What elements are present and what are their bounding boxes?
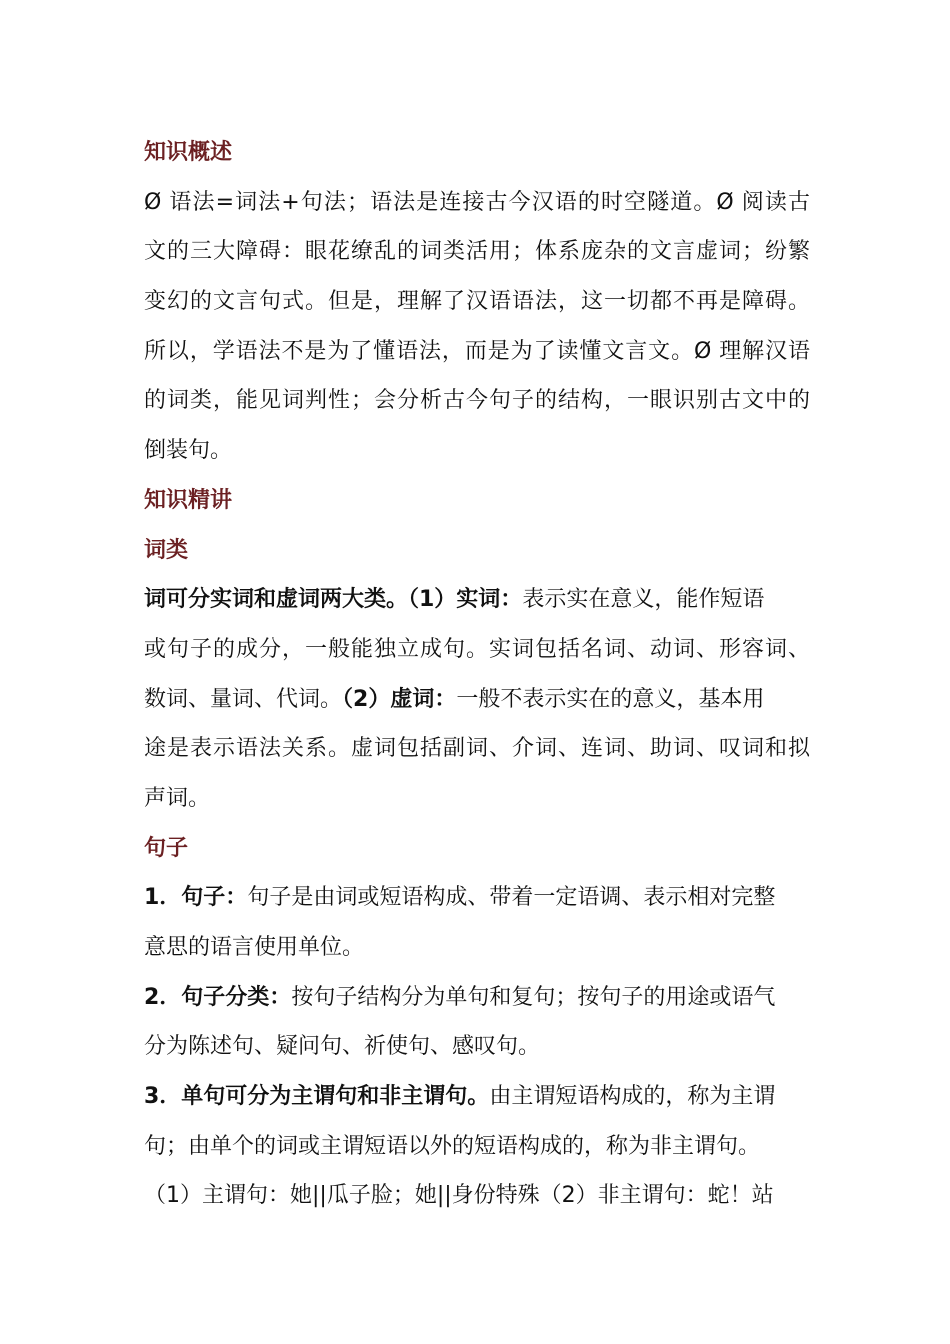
- sentence-item-1-cont: 意思的语言使用单位。: [144, 935, 365, 960]
- sentence-item-3: [144, 1072, 810, 1122]
- overview-line: Ø 语法=词法+句法；语法是连接古今汉语的时空隧道。Ø 阅读古: [144, 189, 810, 215]
- sentence-text: 句子是由词或短语构成、带着一定语调、表示相对完整: [247, 885, 776, 911]
- sentence-example: （1）主谓句：她||瓜子脸；她||身份特殊（2）非主谓句：蛇！站: [144, 1183, 774, 1209]
- wordclass-text: 表示实在意义，能作短语: [522, 587, 765, 613]
- sentence-item-1: [144, 873, 810, 923]
- wordclass-line-3: [144, 675, 810, 725]
- sentence-item-2-cont: 分为陈述句、疑问句、祈使句、感叹句。: [144, 1034, 541, 1060]
- wordclass-text: 一般不表示实在的意义，基本用: [456, 686, 765, 712]
- sentence-bold: 2．句子分类：: [144, 984, 292, 1010]
- wordclass-line-4: 途是表示语法关系。虚词包括副词、介词、连词、助词、叹词和拟: [144, 736, 810, 762]
- overview-line: 倒装句。: [144, 438, 233, 464]
- overview-line: 变幻的文言句式。但是，理解了汉语语法，这一切都不再是障碍。: [144, 289, 810, 315]
- wordclass-line-1: [144, 575, 810, 625]
- heading-overview: 知识概述: [144, 140, 233, 165]
- overview-line: 文的三大障碍：眼花缭乱的词类活用；体系庞杂的文言虚词；纷繁: [144, 239, 810, 265]
- sentence-text: 按句子结构分为单句和复句；按句子的用途或语气: [291, 984, 776, 1010]
- heading-sentence: 句子: [144, 835, 189, 861]
- overview-line: 所以，学语法不是为了懂语法，而是为了读懂文言文。Ø 理解汉语: [144, 338, 810, 364]
- sentence-text: 由主谓短语构成的，称为主谓: [489, 1084, 776, 1110]
- overview-line: 的词类，能见词判性；会分析古今句子的结构，一眼识别古文中的: [144, 388, 810, 414]
- heading-wordclass: 词类: [144, 537, 189, 563]
- sentence-bold: 3．单句可分为主谓句和非主谓句。: [144, 1084, 490, 1110]
- wordclass-bold: （2）虚词：: [342, 686, 457, 712]
- sentence-item-2: [144, 973, 810, 1023]
- sentence-item-3-cont: 句；由单个的词或主谓短语以外的短语构成的，称为非主谓句。: [144, 1133, 761, 1159]
- wordclass-line-5: 声词。: [144, 785, 211, 811]
- wordclass-line-2: 或句子的成分，一般能独立成句。实词包括名词、动词、形容词、: [144, 636, 810, 662]
- document-page: [144, 128, 810, 1221]
- wordclass-bold: 词可分实词和虚词两大类。（1）实词：: [144, 587, 523, 613]
- sentence-bold: 1．句子：: [144, 885, 248, 911]
- heading-explain: 知识精讲: [144, 487, 233, 513]
- wordclass-text: 数词、量词、代词。: [144, 686, 343, 712]
